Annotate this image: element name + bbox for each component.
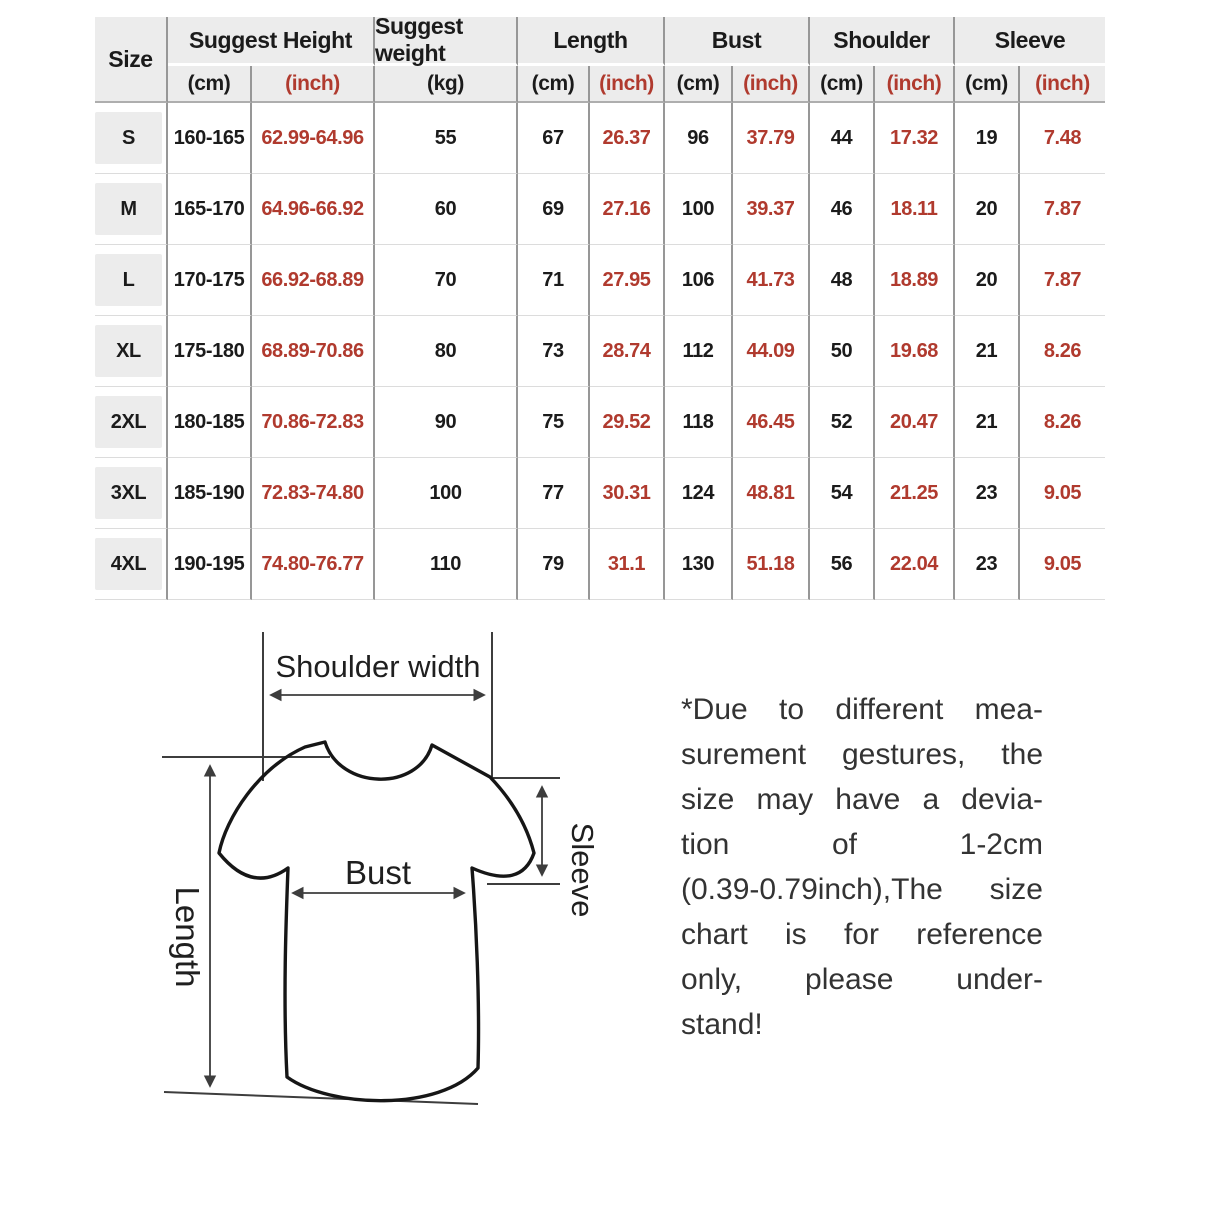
size-row-label [95, 103, 168, 174]
unit-header-cell: (inch) [252, 66, 375, 103]
table-cell: 100 [665, 174, 733, 245]
table-cell: 7.48 [1020, 103, 1105, 174]
size-row-label [95, 387, 168, 458]
unit-header-cell: (cm) [168, 66, 252, 103]
table-cell: 30.31 [590, 458, 665, 529]
table-cell: 74.80-76.77 [252, 529, 375, 600]
table-cell: 17.32 [875, 103, 955, 174]
size-badge: 2XL [95, 396, 162, 448]
size-row-label [95, 245, 168, 316]
header-bust: Bust [665, 17, 810, 66]
table-cell: 21.25 [875, 458, 955, 529]
tshirt-outline [219, 742, 534, 1101]
table-cell: 22.04 [875, 529, 955, 600]
table-cell: 27.16 [590, 174, 665, 245]
table-cell: 70.86-72.83 [252, 387, 375, 458]
unit-header-cell: (kg) [375, 66, 518, 103]
tshirt-measurement-diagram [85, 615, 665, 1135]
unit-header-cell: (inch) [875, 66, 955, 103]
table-cell: 100 [375, 458, 518, 529]
table-cell: 185-190 [168, 458, 252, 529]
unit-header-cell: (inch) [590, 66, 665, 103]
table-cell: 62.99-64.96 [252, 103, 375, 174]
table-cell: 96 [665, 103, 733, 174]
header-sleeve: Sleeve [955, 17, 1105, 66]
size-badge: M [95, 183, 162, 235]
note-line-6: chart is for reference [681, 918, 1043, 951]
table-cell: 23 [955, 458, 1020, 529]
table-cell: 170-175 [168, 245, 252, 316]
size-badge: S [95, 112, 162, 164]
table-cell: 70 [375, 245, 518, 316]
note-line-5: (0.39-0.79inch),The size [681, 873, 1043, 906]
bust-label: Bust [344, 854, 412, 891]
table-cell: 52 [810, 387, 875, 458]
table-cell: 68.89-70.86 [252, 316, 375, 387]
table-cell: 41.73 [733, 245, 810, 316]
table-cell: 67 [518, 103, 590, 174]
header-suggest-height: Suggest Height [168, 17, 375, 66]
table-cell: 77 [518, 458, 590, 529]
table-cell: 118 [665, 387, 733, 458]
table-cell: 106 [665, 245, 733, 316]
table-cell: 75 [518, 387, 590, 458]
table-cell: 48.81 [733, 458, 810, 529]
unit-header-cell: (inch) [733, 66, 810, 103]
unit-header-cell: (inch) [1020, 66, 1105, 103]
table-cell: 56 [810, 529, 875, 600]
table-cell: 160-165 [168, 103, 252, 174]
size-chart-table [95, 13, 1105, 600]
table-cell: 50 [810, 316, 875, 387]
note-line-1: *Due to different mea- [681, 693, 1043, 726]
table-cell: 55 [375, 103, 518, 174]
deviation-note [681, 687, 1043, 1047]
unit-header-cell: (cm) [665, 66, 733, 103]
table-cell: 124 [665, 458, 733, 529]
sleeve-label: Sleeve [565, 822, 600, 918]
table-cell: 110 [375, 529, 518, 600]
table-cell: 46.45 [733, 387, 810, 458]
table-cell: 20.47 [875, 387, 955, 458]
table-cell: 51.18 [733, 529, 810, 600]
table-cell: 8.26 [1020, 316, 1105, 387]
header-size: Size [95, 17, 168, 103]
table-cell: 72.83-74.80 [252, 458, 375, 529]
table-cell: 20 [955, 174, 1020, 245]
unit-header-cell: (cm) [518, 66, 590, 103]
table-cell: 21 [955, 316, 1020, 387]
size-row-label [95, 529, 168, 600]
note-line-8: stand! [681, 1008, 763, 1041]
table-cell: 28.74 [590, 316, 665, 387]
size-badge: XL [95, 325, 162, 377]
header-length: Length [518, 17, 665, 66]
table-cell: 19 [955, 103, 1020, 174]
size-badge: L [95, 254, 162, 306]
note-line-4: tion of 1-2cm [681, 828, 1043, 861]
table-cell: 60 [375, 174, 518, 245]
length-label: Length [169, 886, 206, 988]
table-cell: 21 [955, 387, 1020, 458]
note-line-2: surement gestures, the [681, 738, 1043, 771]
table-cell: 7.87 [1020, 245, 1105, 316]
table-cell: 8.26 [1020, 387, 1105, 458]
size-row-label [95, 174, 168, 245]
table-cell: 37.79 [733, 103, 810, 174]
table-cell: 71 [518, 245, 590, 316]
table-cell: 54 [810, 458, 875, 529]
shoulder-width-label: Shoulder width [275, 649, 481, 684]
unit-header-cell: (cm) [955, 66, 1020, 103]
size-badge: 3XL [95, 467, 162, 519]
table-cell: 19.68 [875, 316, 955, 387]
table-cell: 9.05 [1020, 458, 1105, 529]
size-badge: 4XL [95, 538, 162, 590]
table-cell: 79 [518, 529, 590, 600]
table-cell: 39.37 [733, 174, 810, 245]
table-cell: 31.1 [590, 529, 665, 600]
table-cell: 66.92-68.89 [252, 245, 375, 316]
table-cell: 46 [810, 174, 875, 245]
table-cell: 69 [518, 174, 590, 245]
note-line-7: only, please under- [681, 963, 1043, 996]
table-cell: 190-195 [168, 529, 252, 600]
table-cell: 20 [955, 245, 1020, 316]
table-cell: 44.09 [733, 316, 810, 387]
table-cell: 73 [518, 316, 590, 387]
size-row-label [95, 458, 168, 529]
table-cell: 180-185 [168, 387, 252, 458]
table-cell: 165-170 [168, 174, 252, 245]
table-cell: 18.89 [875, 245, 955, 316]
table-cell: 26.37 [590, 103, 665, 174]
table-cell: 44 [810, 103, 875, 174]
table-cell: 7.87 [1020, 174, 1105, 245]
table-cell: 29.52 [590, 387, 665, 458]
note-line-3: size may have a devia- [681, 783, 1043, 816]
table-cell: 48 [810, 245, 875, 316]
table-cell: 175-180 [168, 316, 252, 387]
table-cell: 9.05 [1020, 529, 1105, 600]
header-suggest-weight: Suggest weight [375, 17, 518, 66]
table-cell: 64.96-66.92 [252, 174, 375, 245]
size-row-label [95, 316, 168, 387]
unit-header-cell: (cm) [810, 66, 875, 103]
table-cell: 18.11 [875, 174, 955, 245]
header-shoulder: Shoulder [810, 17, 955, 66]
table-cell: 27.95 [590, 245, 665, 316]
table-cell: 112 [665, 316, 733, 387]
table-cell: 80 [375, 316, 518, 387]
table-cell: 23 [955, 529, 1020, 600]
table-cell: 90 [375, 387, 518, 458]
table-cell: 130 [665, 529, 733, 600]
